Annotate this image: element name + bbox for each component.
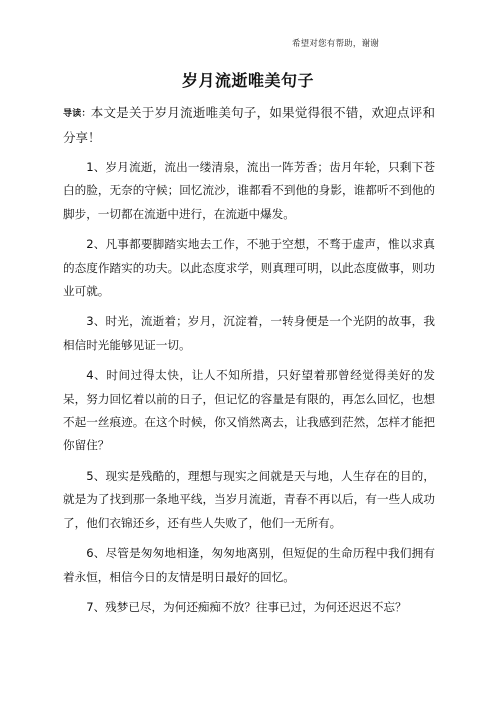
paragraph-5: 5、现实是残酷的，理想与现实之间就是天与地，人生存在的目的，就是为了找到那一条地平线，当岁月流逝，青春不再以后，有一些人成功了，他们衣锦还乡，还有些人失败了，他们一无所有。: [63, 468, 435, 530]
paragraph-1: 1、岁月流逝，流出一缕清泉，流出一阵芳香；齿月年轮，只剩下苍白的脸，无奈的守候；回忆流沙，谁都看不到他的身影，谁都听不到他的脚步，一切都在流逝中进行，在流逝中爆发。: [63, 160, 435, 221]
intro-text: 本文是关于岁月流逝唯美句子，如果觉得很不错，欢迎点评和分享！: [63, 105, 435, 145]
paragraph-4: 4、时间过得太快，让人不知所措，只好望着那曾经觉得美好的发呆，努力回忆着以前的日子，但记忆的容量是有限的，再怎么回忆，也想不起一丝痕迹。在这个时候，你又悄然离去，让我感到茫然，怎样才能把你留住？: [63, 368, 435, 453]
paragraph-2: 2、凡事都要脚踏实地去工作，不驰于空想，不骛于虚声，惟以求真的态度作踏实的功夫。以此态度求学，则真理可明，以此态度做事，则功业可就。: [63, 237, 435, 299]
page-title: 岁月流逝唯美句子: [181, 71, 314, 90]
intro-paragraph: [63, 101, 435, 149]
paragraph-3: 3、时光，流逝着；岁月，沉淀着，一转身便是一个光阴的故事，我相信时光能够见证一切。: [63, 314, 435, 352]
intro-lead: 导读：: [63, 109, 91, 119]
document-body: [63, 101, 435, 626]
paragraph-6: 6、尽管是匆匆地相逢，匆匆地离别，但短促的生命历程中我们拥有着永恒，相信今日的友情是明日最好的回忆。: [63, 546, 435, 584]
header-note: 希望对您有帮助，谢谢: [291, 39, 379, 49]
paragraph-7: 7、残梦已尽，为何还痴痴不放？往事已过，为何还迟迟不忘？: [86, 599, 407, 614]
